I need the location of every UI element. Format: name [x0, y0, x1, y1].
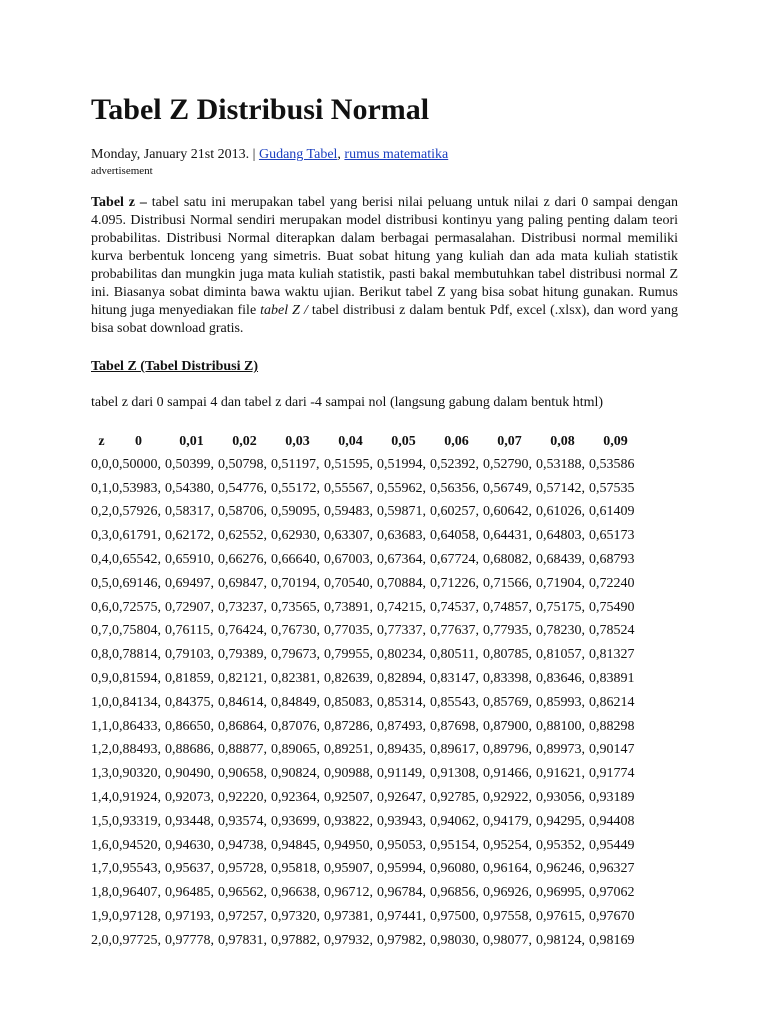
probability-cell: 0,67724,	[430, 552, 479, 568]
probability-cell: 0,95994,	[377, 861, 426, 877]
probability-cell: 0,88686,	[165, 742, 214, 758]
probability-cell: 0,96407,	[112, 885, 161, 901]
probability-cell: 0,93943,	[377, 813, 426, 829]
probability-cell: 0,84614,	[218, 694, 267, 710]
probability-cell: 0,93189	[589, 790, 635, 806]
z-value-cell: 0,1,	[91, 480, 112, 496]
probability-cell: 0,89973,	[536, 742, 585, 758]
probability-cell: 0,97320,	[271, 909, 320, 925]
probability-cell: 0,87286,	[324, 718, 373, 734]
probability-cell: 0,79103,	[165, 647, 214, 663]
probability-cell: 0,95254,	[483, 837, 532, 853]
probability-cell: 0,85543,	[430, 694, 479, 710]
probability-cell: 0,88493,	[112, 742, 161, 758]
probability-cell: 0,73237,	[218, 599, 267, 615]
probability-cell: 0,55172,	[271, 480, 320, 496]
probability-cell: 0,63683,	[377, 528, 426, 544]
probability-cell: 0,95728,	[218, 861, 267, 877]
probability-cell: 0,53188,	[536, 456, 585, 472]
probability-cell: 0,54776,	[218, 480, 267, 496]
column-header: 0,09	[603, 434, 628, 449]
table-row	[91, 929, 642, 953]
column-header: 0	[135, 434, 142, 449]
column-header: 0,01	[179, 434, 204, 449]
probability-cell: 0,62552,	[218, 528, 267, 544]
probability-cell: 0,92785,	[430, 790, 479, 806]
probability-cell: 0,64431,	[483, 528, 532, 544]
probability-cell: 0,52392,	[430, 456, 479, 472]
probability-cell: 0,97778,	[165, 932, 214, 948]
probability-cell: 0,83147,	[430, 671, 479, 687]
advertisement-label: advertisement	[91, 165, 153, 177]
probability-cell: 0,57926,	[112, 504, 161, 520]
probability-cell: 0,95543,	[112, 861, 161, 877]
category-link-rumus-matematika[interactable]: rumus matematika	[344, 147, 449, 162]
probability-cell: 0,93699,	[271, 813, 320, 829]
probability-cell: 0,95818,	[271, 861, 320, 877]
z-column-header: z	[98, 434, 105, 449]
z-value-cell: 1,3,	[91, 766, 112, 782]
probability-cell: 0,71566,	[483, 575, 532, 591]
probability-cell: 0,62930,	[271, 528, 320, 544]
probability-cell: 0,96638,	[271, 885, 320, 901]
probability-cell: 0,96562,	[218, 885, 267, 901]
probability-cell: 0,98169	[589, 932, 635, 948]
probability-cell: 0,94295,	[536, 813, 585, 829]
probability-cell: 0,80785,	[483, 647, 532, 663]
probability-cell: 0,92922,	[483, 790, 532, 806]
probability-cell: 0,90147	[589, 742, 635, 758]
probability-cell: 0,75175,	[536, 599, 585, 615]
probability-cell: 0,91924,	[112, 790, 161, 806]
probability-cell: 0,85083,	[324, 694, 373, 710]
probability-cell: 0,94845,	[271, 837, 320, 853]
probability-cell: 0,88100,	[536, 718, 585, 734]
probability-cell: 0,82894,	[377, 671, 426, 687]
probability-cell: 0,50000,	[112, 456, 161, 472]
probability-cell: 0,64058,	[430, 528, 479, 544]
probability-cell: 0,79389,	[218, 647, 267, 663]
probability-cell: 0,83646,	[536, 671, 585, 687]
probability-cell: 0,95449	[589, 837, 635, 853]
probability-cell: 0,84849,	[271, 694, 320, 710]
probability-cell: 0,86650,	[165, 718, 214, 734]
probability-cell: 0,95352,	[536, 837, 585, 853]
probability-cell: 0,97882,	[271, 932, 320, 948]
probability-cell: 0,95154,	[430, 837, 479, 853]
probability-cell: 0,94062,	[430, 813, 479, 829]
probability-cell: 0,66276,	[218, 552, 267, 568]
probability-cell: 0,75490	[589, 599, 635, 615]
probability-cell: 0,87076,	[271, 718, 320, 734]
z-value-cell: 1,7,	[91, 861, 112, 877]
probability-cell: 0,97381,	[324, 909, 373, 925]
probability-cell: 0,90658,	[218, 766, 267, 782]
table-row	[91, 810, 642, 834]
probability-cell: 0,74215,	[377, 599, 426, 615]
probability-cell: 0,97932,	[324, 932, 373, 948]
table-row	[91, 548, 642, 572]
probability-cell: 0,71226,	[430, 575, 479, 591]
probability-cell: 0,64803,	[536, 528, 585, 544]
probability-cell: 0,93448,	[165, 813, 214, 829]
probability-cell: 0,97982,	[377, 932, 426, 948]
probability-cell: 0,97725,	[112, 932, 161, 948]
z-value-cell: 0,9,	[91, 671, 112, 687]
probability-cell: 0,60642,	[483, 504, 532, 520]
post-date: Monday, January 21st 2013.	[91, 147, 250, 162]
probability-cell: 0,96246,	[536, 861, 585, 877]
probability-cell: 0,51994,	[377, 456, 426, 472]
probability-cell: 0,58317,	[165, 504, 214, 520]
probability-cell: 0,94520,	[112, 837, 161, 853]
column-header: 0,08	[550, 434, 575, 449]
z-value-cell: 1,2,	[91, 742, 112, 758]
z-value-cell: 0,6,	[91, 599, 112, 615]
probability-cell: 0,89065,	[271, 742, 320, 758]
table-row	[91, 715, 642, 739]
probability-cell: 0,78524	[589, 623, 635, 639]
probability-cell: 0,81327	[589, 647, 635, 663]
probability-cell: 0,95907,	[324, 861, 373, 877]
z-value-cell: 1,6,	[91, 837, 112, 853]
table-row	[91, 667, 642, 691]
column-header: 0,04	[338, 434, 363, 449]
table-row	[91, 834, 642, 858]
probability-cell: 0,96995,	[536, 885, 585, 901]
probability-cell: 0,86433,	[112, 718, 161, 734]
probability-cell: 0,65910,	[165, 552, 214, 568]
probability-cell: 0,77637,	[430, 623, 479, 639]
probability-cell: 0,97128,	[112, 909, 161, 925]
probability-cell: 0,82381,	[271, 671, 320, 687]
z-value-cell: 2,0,	[91, 932, 112, 948]
probability-cell: 0,72907,	[165, 599, 214, 615]
probability-cell: 0,94738,	[218, 837, 267, 853]
column-header: 0,05	[391, 434, 416, 449]
probability-cell: 0,68082,	[483, 552, 532, 568]
probability-cell: 0,65173	[589, 528, 635, 544]
probability-cell: 0,97193,	[165, 909, 214, 925]
probability-cell: 0,72575,	[112, 599, 161, 615]
table-row	[91, 786, 642, 810]
column-header: 0,07	[497, 434, 522, 449]
probability-cell: 0,57142,	[536, 480, 585, 496]
intro-text: tabel satu ini merupakan tabel yang berisi nilai peluang untuk nilai z dari 0 sampai dengan 4.095. Distribusi Normal sendiri merupakan model distribusi kontinyu yang paling penting dalam teori probabilitas. Distribusi Normal diterapkan dalam berbagai permasalahan. Distribusi normal memiliki kurva berbentuk lonceng yang simetris. Buat sobat hitung yang kuliah dan ada mata kuliah statistik probabilitas dan mungkin juga mata kuliah statistik, pasti bakal membutuhkan tabel distribusi normal Z ini. Biasanya sobat diminta bawa waktu ujian. Berikut tabel Z yang bisa sobat hitung gunakan. Rumus hitung juga menyediakan file	[91, 195, 679, 318]
probability-cell: 0,84134,	[112, 694, 161, 710]
probability-cell: 0,67003,	[324, 552, 373, 568]
probability-cell: 0,86214	[589, 694, 635, 710]
intro-lead: Tabel z –	[91, 195, 147, 210]
probability-cell: 0,54380,	[165, 480, 214, 496]
probability-cell: 0,92647,	[377, 790, 426, 806]
probability-cell: 0,93574,	[218, 813, 267, 829]
probability-cell: 0,97670	[589, 909, 635, 925]
section-subtitle: tabel z dari 0 sampai 4 dan tabel z dari -4 sampai nol (langsung gabung dalam bentuk html)	[91, 395, 604, 410]
probability-cell: 0,85769,	[483, 694, 532, 710]
table-row	[91, 739, 642, 763]
probability-cell: 0,92073,	[165, 790, 214, 806]
probability-cell: 0,81859,	[165, 671, 214, 687]
probability-cell: 0,89251,	[324, 742, 373, 758]
probability-cell: 0,91774	[589, 766, 635, 782]
meta-separator: |	[249, 147, 259, 162]
probability-cell: 0,97062	[589, 885, 635, 901]
probability-cell: 0,51595,	[324, 456, 373, 472]
probability-cell: 0,93822,	[324, 813, 373, 829]
probability-cell: 0,85993,	[536, 694, 585, 710]
probability-cell: 0,58706,	[218, 504, 267, 520]
probability-cell: 0,96485,	[165, 885, 214, 901]
probability-cell: 0,93319,	[112, 813, 161, 829]
probability-cell: 0,96856,	[430, 885, 479, 901]
probability-cell: 0,85314,	[377, 694, 426, 710]
probability-cell: 0,97831,	[218, 932, 267, 948]
probability-cell: 0,84375,	[165, 694, 214, 710]
probability-cell: 0,97441,	[377, 909, 426, 925]
section-heading: Tabel Z (Tabel Distribusi Z)	[91, 359, 259, 374]
z-table-body	[91, 453, 642, 953]
page-title: Tabel Z Distribusi Normal	[91, 93, 430, 126]
probability-cell: 0,97615,	[536, 909, 585, 925]
probability-cell: 0,53983,	[112, 480, 161, 496]
probability-cell: 0,96926,	[483, 885, 532, 901]
probability-cell: 0,56356,	[430, 480, 479, 496]
probability-cell: 0,68793	[589, 552, 635, 568]
probability-cell: 0,81057,	[536, 647, 585, 663]
probability-cell: 0,96712,	[324, 885, 373, 901]
probability-cell: 0,61026,	[536, 504, 585, 520]
probability-cell: 0,96327	[589, 861, 635, 877]
table-row	[91, 691, 642, 715]
probability-cell: 0,59871,	[377, 504, 426, 520]
intro-paragraph	[91, 194, 678, 338]
probability-cell: 0,97558,	[483, 909, 532, 925]
probability-cell: 0,50399,	[165, 456, 214, 472]
probability-cell: 0,74537,	[430, 599, 479, 615]
probability-cell: 0,83891	[589, 671, 635, 687]
probability-cell: 0,70194,	[271, 575, 320, 591]
probability-cell: 0,69847,	[218, 575, 267, 591]
table-row	[91, 620, 642, 644]
z-value-cell: 1,4,	[91, 790, 112, 806]
probability-cell: 0,50798,	[218, 456, 267, 472]
probability-cell: 0,87900,	[483, 718, 532, 734]
probability-cell: 0,93056,	[536, 790, 585, 806]
z-value-cell: 1,8,	[91, 885, 112, 901]
probability-cell: 0,98077,	[483, 932, 532, 948]
probability-cell: 0,65542,	[112, 552, 161, 568]
probability-cell: 0,59483,	[324, 504, 373, 520]
probability-cell: 0,94630,	[165, 837, 214, 853]
probability-cell: 0,53586	[589, 456, 635, 472]
probability-cell: 0,51197,	[271, 456, 320, 472]
probability-cell: 0,91149,	[377, 766, 426, 782]
probability-cell: 0,94408	[589, 813, 635, 829]
probability-cell: 0,90824,	[271, 766, 320, 782]
table-row	[91, 524, 642, 548]
probability-cell: 0,76115,	[165, 623, 214, 639]
probability-cell: 0,57535	[589, 480, 635, 496]
table-row	[91, 501, 642, 525]
probability-cell: 0,71904,	[536, 575, 585, 591]
article-meta	[91, 146, 448, 164]
probability-cell: 0,79955,	[324, 647, 373, 663]
probability-cell: 0,52790,	[483, 456, 532, 472]
probability-cell: 0,92507,	[324, 790, 373, 806]
probability-cell: 0,88298	[589, 718, 635, 734]
probability-cell: 0,91466,	[483, 766, 532, 782]
probability-cell: 0,96164,	[483, 861, 532, 877]
z-value-cell: 0,3,	[91, 528, 112, 544]
probability-cell: 0,66640,	[271, 552, 320, 568]
probability-cell: 0,76424,	[218, 623, 267, 639]
column-header: 0,03	[285, 434, 310, 449]
probability-cell: 0,91621,	[536, 766, 585, 782]
z-value-cell: 1,9,	[91, 909, 112, 925]
probability-cell: 0,67364,	[377, 552, 426, 568]
intro-italic: tabel Z /	[260, 303, 308, 318]
category-link-gudang-tabel[interactable]: Gudang Tabel	[258, 147, 338, 162]
z-value-cell: 0,4,	[91, 552, 112, 568]
probability-cell: 0,60257,	[430, 504, 479, 520]
probability-cell: 0,83398,	[483, 671, 532, 687]
probability-cell: 0,78814,	[112, 647, 161, 663]
probability-cell: 0,77035,	[324, 623, 373, 639]
probability-cell: 0,72240	[589, 575, 635, 591]
probability-cell: 0,90320,	[112, 766, 161, 782]
probability-cell: 0,78230,	[536, 623, 585, 639]
probability-cell: 0,92220,	[218, 790, 267, 806]
probability-cell: 0,89617,	[430, 742, 479, 758]
probability-cell: 0,91308,	[430, 766, 479, 782]
probability-cell: 0,89435,	[377, 742, 426, 758]
probability-cell: 0,75804,	[112, 623, 161, 639]
z-table	[91, 431, 642, 953]
table-row	[91, 596, 642, 620]
probability-cell: 0,97257,	[218, 909, 267, 925]
probability-cell: 0,88877,	[218, 742, 267, 758]
z-value-cell: 0,2,	[91, 504, 112, 520]
table-row	[91, 477, 642, 501]
probability-cell: 0,59095,	[271, 504, 320, 520]
probability-cell: 0,82121,	[218, 671, 267, 687]
probability-cell: 0,77935,	[483, 623, 532, 639]
probability-cell: 0,62172,	[165, 528, 214, 544]
table-row	[91, 881, 642, 905]
column-header: 0,02	[232, 434, 257, 449]
column-header: 0,06	[444, 434, 469, 449]
z-value-cell: 0,8,	[91, 647, 112, 663]
probability-cell: 0,92364,	[271, 790, 320, 806]
z-value-cell: 0,0,	[91, 456, 112, 472]
table-row	[91, 905, 642, 929]
z-value-cell: 1,0,	[91, 694, 112, 710]
table-row	[91, 643, 642, 667]
probability-cell: 0,94950,	[324, 837, 373, 853]
table-row	[91, 453, 642, 477]
table-row	[91, 762, 642, 786]
z-value-cell: 1,1,	[91, 718, 112, 734]
probability-cell: 0,94179,	[483, 813, 532, 829]
probability-cell: 0,87493,	[377, 718, 426, 734]
probability-cell: 0,80511,	[430, 647, 479, 663]
probability-cell: 0,73565,	[271, 599, 320, 615]
category-separator: ,	[337, 147, 345, 162]
probability-cell: 0,70884,	[377, 575, 426, 591]
probability-cell: 0,69146,	[112, 575, 161, 591]
probability-cell: 0,69497,	[165, 575, 214, 591]
probability-cell: 0,95053,	[377, 837, 426, 853]
probability-cell: 0,96784,	[377, 885, 426, 901]
z-value-cell: 1,5,	[91, 813, 112, 829]
probability-cell: 0,82639,	[324, 671, 373, 687]
probability-cell: 0,89796,	[483, 742, 532, 758]
probability-cell: 0,79673,	[271, 647, 320, 663]
probability-cell: 0,90490,	[165, 766, 214, 782]
probability-cell: 0,80234,	[377, 647, 426, 663]
probability-cell: 0,97500,	[430, 909, 479, 925]
probability-cell: 0,86864,	[218, 718, 267, 734]
probability-cell: 0,68439,	[536, 552, 585, 568]
z-value-cell: 0,5,	[91, 575, 112, 591]
probability-cell: 0,74857,	[483, 599, 532, 615]
probability-cell: 0,81594,	[112, 671, 161, 687]
probability-cell: 0,73891,	[324, 599, 373, 615]
table-row	[91, 858, 642, 882]
probability-cell: 0,77337,	[377, 623, 426, 639]
probability-cell: 0,96080,	[430, 861, 479, 877]
table-row	[91, 572, 642, 596]
probability-cell: 0,56749,	[483, 480, 532, 496]
probability-cell: 0,76730,	[271, 623, 320, 639]
intro-tail: tabel distribusi z dalam bentuk Pdf, excel (.xlsx), dan word yang bisa sobat download gratis.	[91, 303, 678, 336]
probability-cell: 0,90988,	[324, 766, 373, 782]
probability-cell: 0,95637,	[165, 861, 214, 877]
z-table-header-row	[91, 431, 642, 453]
probability-cell: 0,98030,	[430, 932, 479, 948]
probability-cell: 0,70540,	[324, 575, 373, 591]
probability-cell: 0,63307,	[324, 528, 373, 544]
z-value-cell: 0,7,	[91, 623, 112, 639]
probability-cell: 0,61409	[589, 504, 635, 520]
probability-cell: 0,55962,	[377, 480, 426, 496]
probability-cell: 0,61791,	[112, 528, 161, 544]
probability-cell: 0,87698,	[430, 718, 479, 734]
probability-cell: 0,55567,	[324, 480, 373, 496]
probability-cell: 0,98124,	[536, 932, 585, 948]
